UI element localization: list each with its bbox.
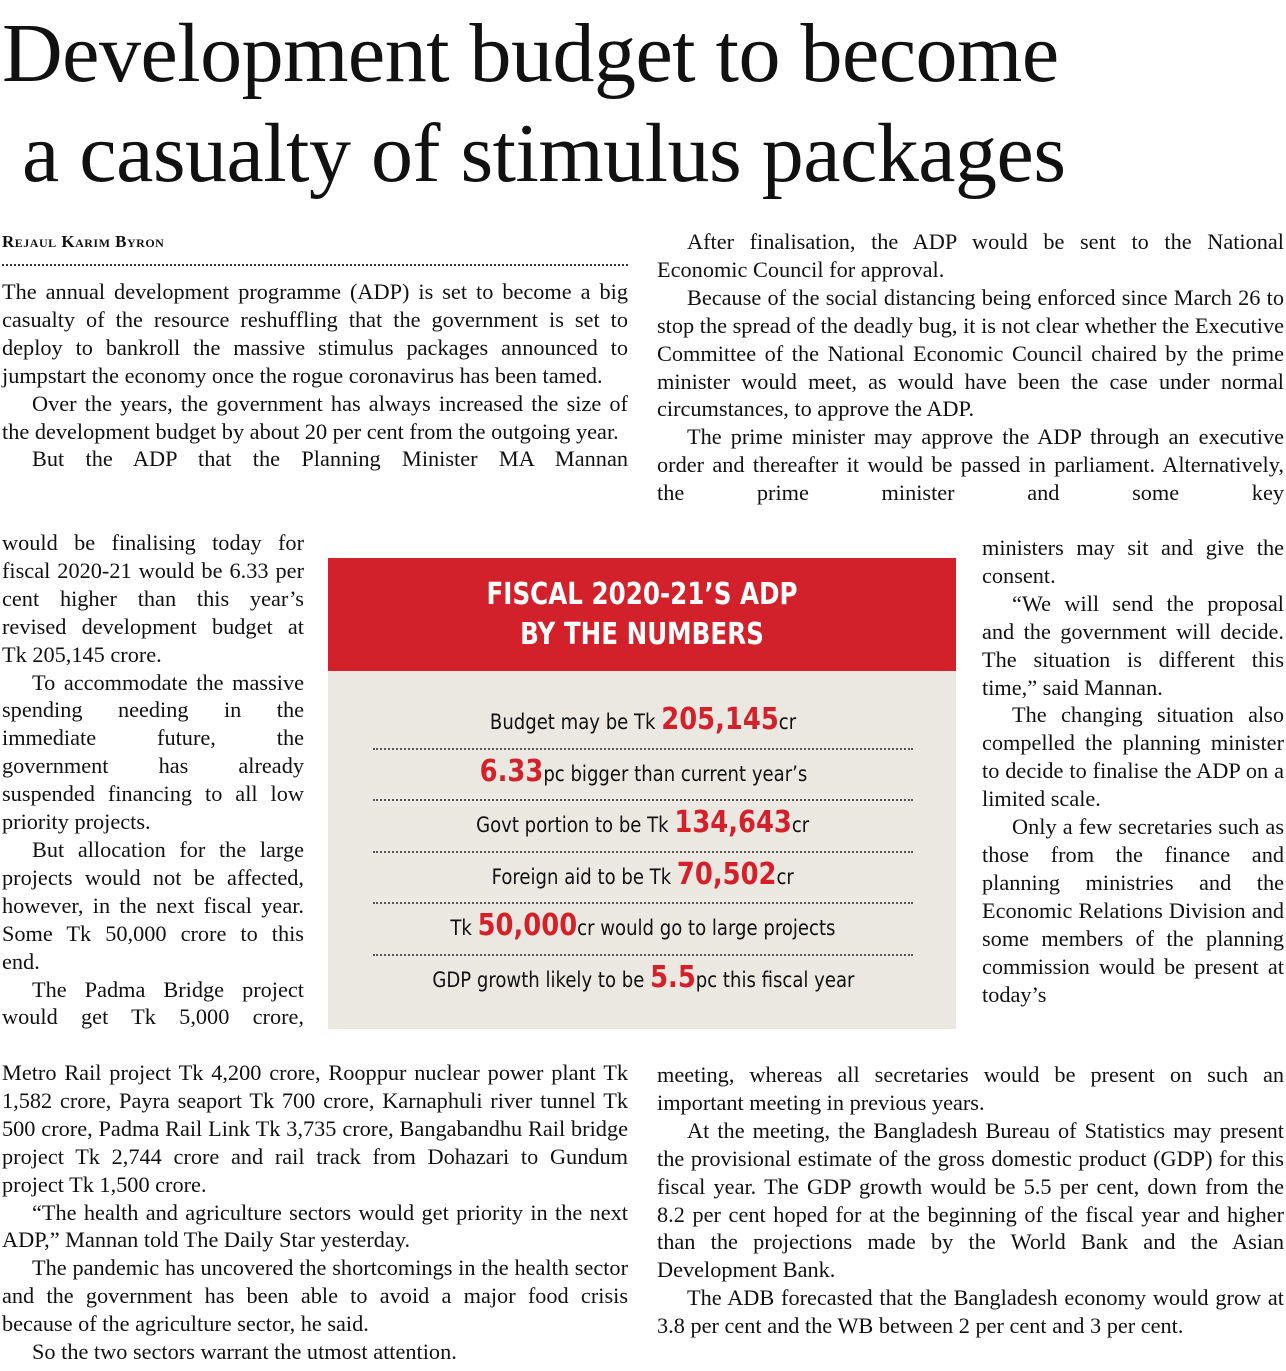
paragraph: Metro Rail project Tk 4,200 crore, Rooppur nuclear power plant Tk 1,582 crore, Payra seaport Tk 700 crore, Karnaphuli river tunnel Tk 500 crore, Padma Rail Link Tk 3,735 crore, Bangabandhu Rail bridge project Tk 2,744 crore and rail track from Dohazari to Gundum project Tk 1,500 crore. [2, 1060, 628, 1197]
stat-text: pc bigger than current year’s [542, 761, 807, 786]
paragraph: The prime minister may approve the ADP through an executive order and thereafter it would be passed in parliament. Alternatively, the prime minister and some key [657, 424, 1284, 506]
paragraph: would be finalising today for fiscal 2020-21 would be 6.33 per cent higher than this year’s revised development budget at Tk 205,145 crore. [2, 530, 304, 667]
stat-text: Foreign aid to be Tk [491, 864, 678, 889]
factbox-stat-gdp-growth [373, 956, 913, 1006]
right-column-top [657, 228, 1284, 507]
paragraph: Because of the social distancing being enforced since March 26 to stop the spread of the deadly bug, it is not clear whether the Executive Committee of the National Economic Council chaired by the prime minister would meet, as would have been the case under normal circumstances, to approve the ADP. [657, 284, 1284, 422]
factbox-stats [373, 698, 913, 1005]
factbox [328, 558, 956, 1029]
stat-text: GDP growth likely to be [431, 967, 650, 992]
paragraph: But the ADP that the Planning Minister MA Mannan [32, 446, 628, 472]
paragraph: meeting, whereas all secretaries would be present on such an important meeting in previous years. [657, 1062, 1284, 1115]
headline [0, 4, 1286, 204]
factbox-title [328, 558, 956, 671]
stat-text: cr would go to large projects [577, 916, 836, 940]
stat-number: 205,145 [661, 702, 779, 737]
paragraph: The Padma Bridge project would get Tk 5,000 crore, [2, 976, 304, 1030]
stat-number: 70,502 [677, 856, 777, 892]
paragraph: The ADB forecasted that the Bangladesh economy would grow at 3.8 per cent and the WB between 2 per cent and 3 per cent. [657, 1285, 1284, 1339]
stat-text: Budget may be Tk [489, 710, 662, 734]
stat-number: 50,000 [477, 908, 578, 943]
paragraph: To accommodate the massive spending needing in the immediate future, the government has already suspended financing to all low priority projects. [2, 669, 304, 835]
paragraph: “We will send the proposal and the government will decide. The situation is different this time,” said Mannan. [982, 590, 1284, 700]
paragraph: The pandemic has uncovered the shortcomings in the health sector and the government has been able to avoid a major food crisis because of the agriculture sector, he said. [2, 1255, 628, 1337]
paragraph: Only a few secretaries such as those from the finance and planning ministries and the Economic Relations Division and some members of the planning commission would be present at today’s [982, 814, 1284, 1007]
left-column-bottom [2, 1059, 628, 1366]
paragraph: So the two sectors warrant the utmost attention. [32, 1339, 457, 1365]
paragraph: But allocation for the large projects would not be affected, however, in the next fiscal year. Some Tk 50,000 crore to this end. [2, 836, 304, 974]
headline-line-1: Development budget to become [2, 7, 1059, 100]
paragraph: After finalisation, the ADP would be sent to the National Economic Council for approval. [657, 229, 1284, 282]
stat-number: 6.33 [479, 753, 543, 789]
paragraph: Over the years, the government has always increased the size of the development budget by about 20 per cent from the outgoing year. [2, 390, 628, 444]
headline-line-2: a casualty of stimulus packages [22, 107, 1066, 200]
right-column-bottom [657, 1061, 1284, 1340]
stat-text: cr [776, 864, 795, 889]
factbox-stat-large-projects [373, 904, 913, 956]
byline: Rejaul Karim Byron [2, 232, 165, 251]
paragraph: The annual development programme (ADP) is set to become a big casualty of the resource reshuffling that the government is set to deploy to bankroll the massive stimulus packages announced to jumpstart the economy once the rogue coronavirus has been tamed. [2, 279, 628, 388]
paragraph: The changing situation also compelled the planning minister to decide to finalise the ADP on a limited scale. [982, 702, 1284, 812]
left-column-top [2, 278, 628, 473]
stat-text: pc this fiscal year [695, 967, 855, 992]
left-column-narrow [2, 529, 304, 1031]
right-column-narrow [982, 534, 1284, 1008]
paragraph: ministers may sit and give the consent. [982, 535, 1284, 588]
factbox-stat-budget [373, 698, 913, 750]
stat-number: 5.5 [649, 959, 696, 995]
factbox-stat-foreign-aid [373, 853, 913, 905]
factbox-stat-growth [373, 750, 913, 802]
stat-text: cr [792, 813, 810, 837]
paragraph: “The health and agriculture sectors would get priority in the next ADP,” Mannan told The Daily Star yesterday. [2, 1199, 628, 1253]
stat-text: cr [778, 710, 797, 734]
factbox-title-line-1: FISCAL 2020-21’S ADP [486, 577, 798, 612]
stat-number: 134,643 [674, 805, 793, 840]
factbox-title-line-2: BY THE NUMBERS [520, 617, 764, 652]
paragraph: At the meeting, the Bangladesh Bureau of Statistics may present the provisional estimate of the gross domestic product (GDP) for this fiscal year. The GDP growth would be 5.5 per cent, down from the 8.2 per cent hoped for at the beginning of the fiscal year and higher than the projections made by the World Bank and the Asian Development Bank. [657, 1117, 1284, 1283]
byline-divider [2, 264, 628, 266]
factbox-stat-govt-portion [373, 801, 913, 853]
stat-text: Govt portion to be Tk [476, 813, 675, 837]
stat-text: Tk [450, 916, 478, 940]
